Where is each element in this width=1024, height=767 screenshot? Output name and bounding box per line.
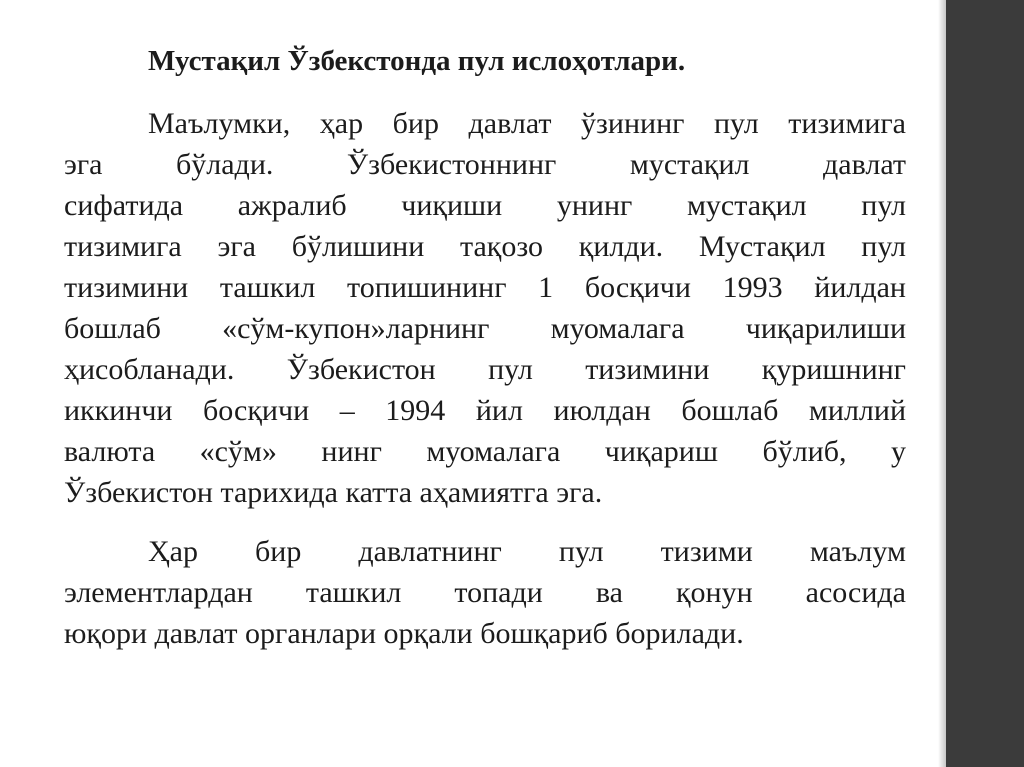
paragraph-line: валюта «сўм» нинг муомалага чиқариш бўлиб, у xyxy=(64,435,906,468)
paragraph-line: тизимини ташкил топишининг 1 босқичи 1993 йилдан xyxy=(64,271,906,304)
paragraph-line: эга бўлади. Ўзбекистоннинг мустақил давлат xyxy=(64,148,906,181)
paragraph-line: сифатида ажралиб чиқиши унинг мустақил пул xyxy=(64,189,906,222)
paragraph-line: Ўзбекистон тарихида катта аҳамиятга эга. xyxy=(64,476,603,509)
side-panel xyxy=(946,0,1024,767)
paragraph-line: иккинчи босқичи – 1994 йил июлдан бошлаб миллий xyxy=(64,394,906,427)
slide-title: Мустақил Ўзбекстонда пул ислоҳотлари. xyxy=(148,45,686,77)
paragraph-line: бошлаб «сўм-купон»ларнинг муомалага чиқарилиши xyxy=(64,312,906,345)
paragraph-line: Ҳар бир давлатнинг пул тизими маълум xyxy=(148,535,906,568)
paragraph-line: Маълумки, ҳар бир давлат ўзининг пул тизимига xyxy=(148,107,906,140)
paragraph-2 xyxy=(64,531,906,654)
paragraph-1 xyxy=(64,103,906,513)
paragraph-line: тизимига эга бўлишини тақозо қилди. Мустақил пул xyxy=(64,230,906,263)
paragraph-line: элементлардан ташкил топади ва қонун асосида xyxy=(64,576,906,609)
paragraph-line: ҳисобланади. Ўзбекистон пул тизимини қуришнинг xyxy=(64,353,906,386)
paragraph-line: юқори давлат органлари орқали бошқариб борилади. xyxy=(64,617,744,650)
slide-edge-shadow xyxy=(938,0,946,767)
